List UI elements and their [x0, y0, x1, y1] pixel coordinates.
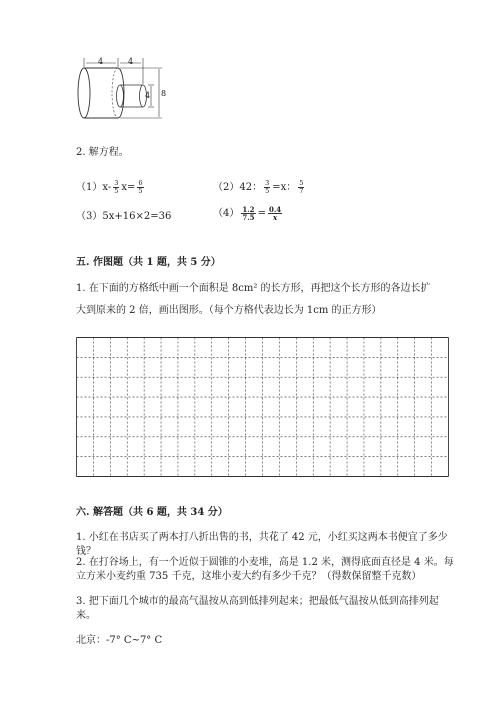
section5-q1-line2: 大到原来的 2 倍，画出图形。（每个方格代表边长为 1cm 的正方形）	[76, 305, 382, 316]
section6-q2: 2. 在打谷场上，有一个近似于圆锥的小麦堆，高是 1.2 米，测得底面直径是 4 米。每立方米小麦约重 735 千克，这堆小麦大约有多少千克？（得数保留整千克数）	[76, 557, 454, 582]
beijing-temp: 北京：-7° C~7° C	[76, 635, 163, 646]
drawing-grid[interactable]	[76, 337, 449, 477]
dim-inner: 4	[145, 91, 151, 100]
section6-q3: 3. 把下面几个城市的最高气温按从高到低排列起来；把最低气温按从低到高排列起来。	[76, 596, 439, 621]
dim-top-left: 4	[98, 57, 104, 66]
dim-top-right: 4	[128, 57, 134, 66]
q2-title: 2. 解方程。	[76, 147, 129, 158]
equation-3: （3）5x+16×2=36	[76, 211, 172, 222]
equation-4: （4） $\frac{1.2}{7.5}$ = $\frac{0.4}{x}$	[213, 205, 282, 222]
equation-1: （1）x- $\frac{3}{5}$ x= $\frac{6}{5}$	[76, 179, 143, 195]
equation-2: （2）42： $\frac{3}{5}$ =x： $\frac{5}{7}$	[213, 179, 304, 195]
section6-title: 六. 解答题（共 6 题，共 34 分）	[76, 507, 228, 518]
section6-q1: 1. 小红在书店买了两本打八折出售的书，共花了 42 元，小红买这两本书便宜了多少钱？	[76, 532, 448, 557]
section5-q1-line1: 1. 在下面的方格纸中画一个面积是 8cm² 的长方形，再把这个长方形的各边长扩	[76, 283, 431, 294]
dim-outer: 8	[161, 89, 167, 98]
section5-title: 五. 作图题（共 1 题，共 5 分）	[76, 257, 221, 268]
grid-svg	[76, 337, 449, 477]
